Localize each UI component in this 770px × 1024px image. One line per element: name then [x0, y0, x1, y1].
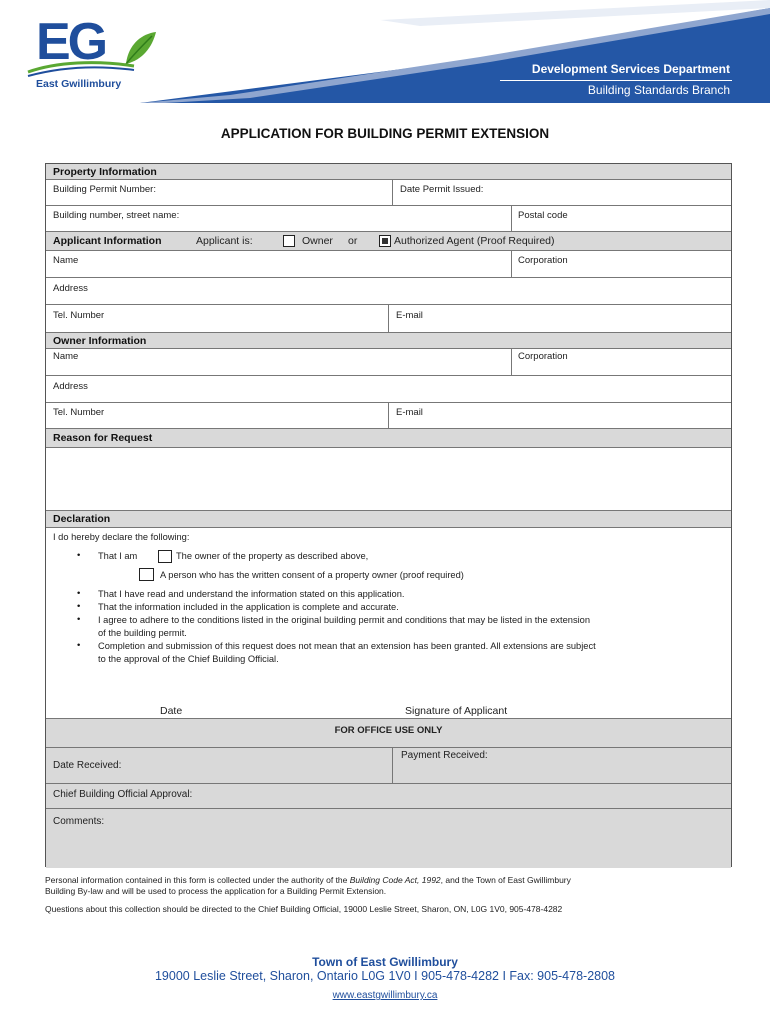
applicant-name-label: Name [53, 255, 79, 266]
reason-heading: Reason for Request [53, 432, 153, 444]
owner-tel-label: Tel. Number [53, 407, 105, 418]
bullet: • [77, 614, 81, 625]
applicant-corporation-label: Corporation [518, 255, 568, 266]
owner-heading: Owner Information [53, 335, 147, 347]
date-issued-label: Date Permit Issued: [400, 184, 484, 195]
owner-address-row[interactable] [46, 376, 731, 403]
date-issued-field[interactable] [392, 180, 731, 205]
approval-field[interactable] [46, 782, 731, 809]
that-i-am-label: That I am [98, 551, 138, 561]
declaration-item: Completion and submission of this request does not mean that an extension has been granted. All extensions are subject [98, 641, 596, 651]
declaration-item: I agree to adhere to the conditions listed in the original building permit and conditions that may be listed in the extension [98, 615, 591, 625]
page-title: APPLICATION FOR BUILDING PERMIT EXTENSION [220, 126, 550, 141]
applicant-contact-row [46, 305, 731, 333]
reason-heading-row [46, 429, 731, 448]
owner-name-label: Name [53, 351, 79, 362]
street-label: Building number, street name: [53, 210, 180, 221]
owner-declaration-checkbox[interactable] [158, 550, 172, 563]
owner-checkbox[interactable] [283, 235, 295, 247]
property-heading-row [46, 164, 731, 180]
bullet: • [77, 601, 81, 612]
applicant-name-field[interactable] [46, 251, 511, 277]
applicant-email-field[interactable] [388, 305, 731, 332]
privacy-notice-line2: Building By-law and will be used to process the application for a Building Permit Extension. [45, 886, 387, 896]
town-logo [26, 13, 166, 98]
privacy-notice-line1: Personal information contained in this form is collected under the authority of the Building Code Act, 1992, and the Town of East Gwillimbury [45, 875, 571, 885]
applicant-address-row[interactable] [46, 278, 731, 305]
footer-address: 19000 Leslie Street, Sharon, Ontario L0G 1V0 I 905-478-4282 I Fax: 905-478-2808 [154, 969, 616, 983]
owner-corporation-field[interactable] [511, 349, 731, 375]
applicant-signature-label: Signature of Applicant [405, 705, 508, 717]
branch-name: Building Standards Branch [587, 83, 730, 97]
owner-address-label: Address [53, 381, 88, 392]
act-name: Building Code Act, 1992 [349, 875, 441, 885]
declaration-intro: I do hereby declare the following: [53, 532, 190, 542]
declaration-section [46, 528, 731, 719]
owner-email-field[interactable] [388, 403, 731, 428]
declaration-item-continued: of the building permit. [98, 628, 187, 638]
applicant-name-row [46, 251, 731, 278]
reason-textarea[interactable] [46, 448, 731, 511]
declaration-heading-row [46, 511, 731, 528]
permit-number-field[interactable] [46, 180, 392, 205]
owner-option-label: Owner [302, 235, 333, 247]
consent-declaration-label: A person who has the written consent of a property owner (proof required) [160, 570, 464, 580]
applicant-tel-label: Tel. Number [53, 310, 105, 321]
declaration-item-continued: to the approval of the Chief Building Official. [98, 654, 279, 664]
bullet: • [77, 550, 81, 561]
applicant-tel-field[interactable] [46, 305, 388, 332]
applicant-heading-row [46, 232, 731, 251]
postal-field[interactable] [511, 206, 731, 231]
permit-number-label: Building Permit Number: [53, 184, 156, 195]
applicant-email-label: E-mail [396, 310, 423, 321]
payment-received-label: Payment Received: [401, 750, 488, 761]
logo-letters: EG [36, 13, 106, 71]
department-name: Development Services Department [531, 62, 730, 76]
permit-form [45, 163, 732, 867]
consent-declaration-checkbox[interactable] [139, 568, 154, 581]
payment-received-field[interactable] [392, 748, 731, 783]
approval-label: Chief Building Official Approval: [53, 789, 193, 800]
declaration-heading: Declaration [53, 513, 111, 525]
applicant-is-label: Applicant is: [196, 235, 253, 247]
property-heading: Property Information [53, 166, 157, 178]
applicant-address-label: Address [53, 283, 88, 294]
office-use-heading: FOR OFFICE USE ONLY [334, 725, 443, 736]
applicant-corporation-field[interactable] [511, 251, 731, 277]
owner-contact-row [46, 403, 731, 429]
website-link[interactable]: www.eastgwillimbury.ca [332, 990, 438, 1001]
comments-label: Comments: [53, 816, 105, 827]
logo-name: East Gwillimbury [36, 78, 122, 90]
owner-declaration-label: The owner of the property as described above, [176, 551, 369, 561]
owner-tel-field[interactable] [46, 403, 388, 428]
comments-field[interactable] [46, 809, 731, 868]
permit-row [46, 180, 731, 206]
owner-email-label: E-mail [396, 407, 423, 418]
bullet: • [77, 588, 81, 599]
postal-label: Postal code [518, 210, 568, 221]
street-field[interactable] [46, 206, 511, 231]
owner-corporation-label: Corporation [518, 351, 568, 362]
owner-name-row [46, 349, 731, 376]
declaration-item: That I have read and understand the information stated on this application. [98, 589, 405, 599]
office-use-section [46, 719, 731, 868]
logo-swoosh [26, 58, 136, 78]
date-signature-label: Date [160, 705, 183, 717]
owner-heading-row [46, 333, 731, 349]
date-received-field[interactable] [46, 748, 392, 783]
footer-website-wrap [0, 985, 770, 1003]
agent-checkbox[interactable] [379, 235, 391, 247]
date-received-label: Date Received: [53, 760, 122, 771]
bullet: • [77, 640, 81, 651]
footer-town-name: Town of East Gwillimbury [312, 955, 458, 969]
or-label: or [348, 235, 358, 247]
header-divider [500, 80, 732, 81]
street-row [46, 206, 731, 232]
privacy-questions: Questions about this collection should be directed to the Chief Building Official, 19000 Leslie Street, Sharon, ON, L0G 1V0, 905-478-4282 [45, 904, 563, 914]
received-row [46, 747, 731, 784]
applicant-heading: Applicant Information [53, 235, 162, 247]
agent-option-label: Authorized Agent (Proof Required) [394, 235, 555, 247]
owner-name-field[interactable] [46, 349, 511, 375]
declaration-item: That the information included in the application is complete and accurate. [98, 602, 399, 612]
